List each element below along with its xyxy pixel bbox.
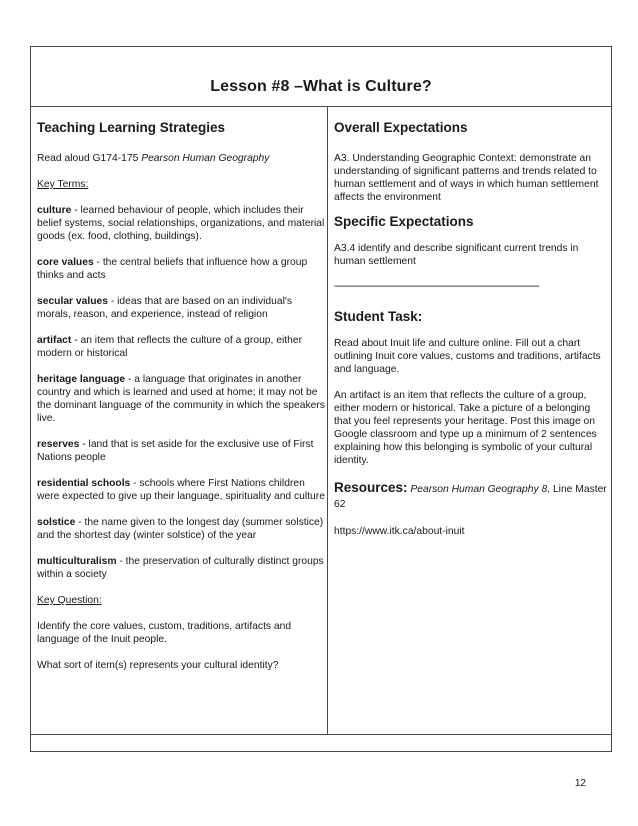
read-aloud-text: Read aloud G174-175 Pearson Human Geography (37, 153, 270, 164)
term-reserves: reserves - land that is set aside for the exclusive use of First Nations people (37, 439, 314, 463)
book-title: Pearson Human Geography (141, 153, 270, 164)
teaching-strategies-column (31, 107, 328, 734)
overall-expectations-heading: Overall Expectations (334, 120, 468, 135)
specific-expectations-heading: Specific Expectations (334, 214, 474, 229)
lesson-title: Lesson #8 –What is Culture? (210, 78, 432, 95)
term-secular-values: secular values - ideas that are based on an individual's morals, reason, and experience, instead of religion (37, 296, 292, 320)
student-task-text-2: An artifact is an item that reflects the culture of a group, either modern or historical. Take a picture of a belonging that you feel represents your heritage. Post this image on Google classroom and type up a minimum of 2 sentences explaining how this belonging is symbolic of your cultural identity. (334, 390, 597, 466)
term-multiculturalism: multiculturalism - the preservation of culturally distinct groups within a society (37, 556, 324, 580)
teaching-strategies-heading: Teaching Learning Strategies (37, 120, 226, 135)
key-question-label: Key Question: (37, 595, 102, 606)
key-terms-label: Key Terms: (37, 179, 89, 190)
term-heritage-language: heritage language - a language that originates in another country and which is learned and used at home; it may not be the dominant language of the community in which the speakers live. (37, 374, 325, 424)
resources-book: Pearson Human Geography 8, (407, 484, 551, 495)
term-residential-schools: residential schools - schools where First Nations children were expected to give up their language, spirituality and culture (37, 478, 325, 502)
title-row (31, 47, 611, 107)
expectations-column (328, 107, 613, 734)
resources-label: Resources: (334, 480, 408, 495)
key-question-1: Identify the core values, custom, traditions, artifacts and language of the Inuit people. (37, 621, 292, 645)
page-number: 12 (574, 778, 586, 789)
resources-url[interactable]: https://www.itk.ca/about-inuit (334, 526, 465, 537)
student-task-text-1: Read about Inuit life and culture online. Fill out a chart outlining Inuit core values, customs and traditions, artifacts and language. (334, 338, 601, 375)
term-artifact: artifact - an item that reflects the culture of a group, either modern or historical (37, 335, 302, 359)
overall-expectations-text: A3. Understanding Geographic Context: demonstrate an understanding of significant patterns and trends related to human settlement and of ways in which human settlement affects the environment (334, 153, 599, 203)
dashed-divider: ------------------------------------------------------------------------------------------------ (334, 281, 539, 292)
term-core-values: core values - the central beliefs that influence how a group thinks and acts (37, 257, 308, 281)
lesson-table (30, 46, 612, 752)
specific-expectations-text: A3.4 identify and describe significant current trends in human settlement (334, 243, 579, 267)
resources-line (334, 480, 607, 512)
student-task-heading: Student Task: (334, 309, 423, 324)
term-culture: culture - learned behaviour of people, which includes their belief systems, social relationships, organizations, and material goods (ex. food, clothing, buildings). (37, 205, 325, 242)
term-solstice: solstice - the name given to the longest day (summer solstice) and the shortest day (winter solstice) of the year (37, 517, 324, 541)
resources-rest: Line Master 62 (334, 484, 607, 510)
empty-bottom-row (31, 734, 611, 751)
key-question-2: What sort of item(s) represents your cultural identity? (37, 660, 279, 671)
